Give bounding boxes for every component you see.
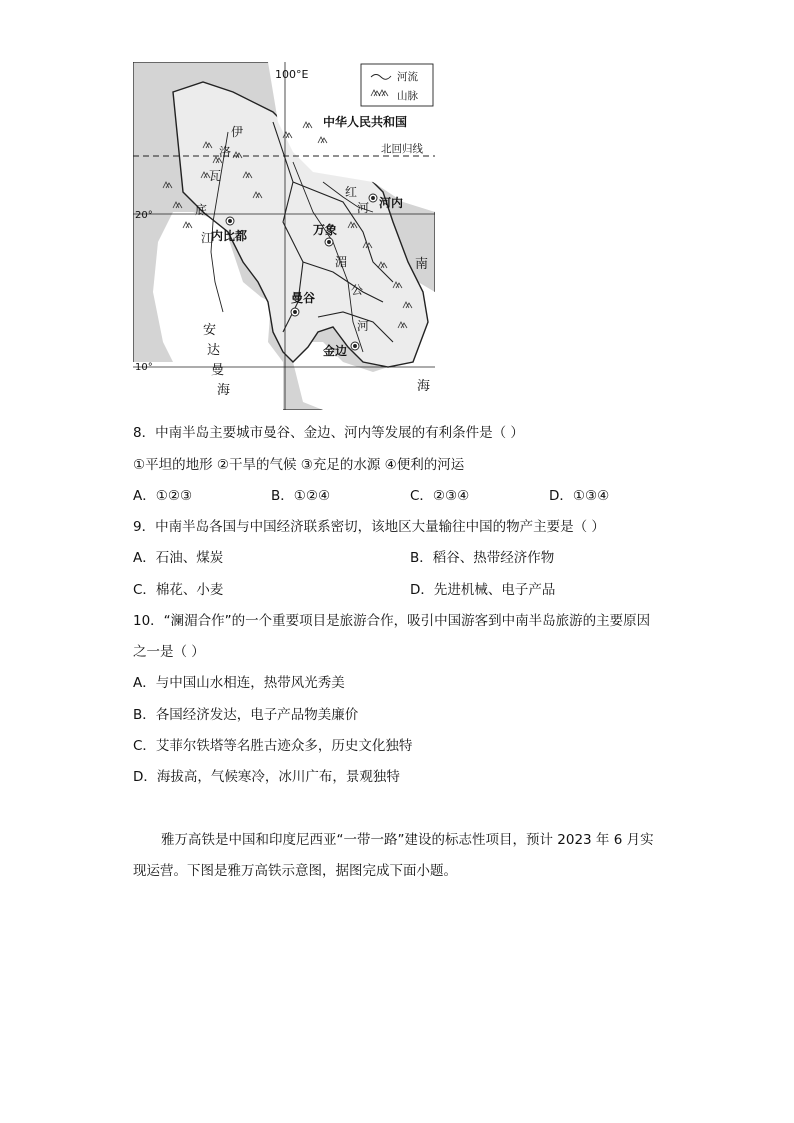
sea-char: 海: [217, 383, 231, 398]
legend-mountain-label: 山脉: [397, 90, 418, 102]
sea-char: 曼: [211, 363, 225, 378]
legend-river-label: 河流: [397, 71, 418, 83]
lat20-label: 20°: [135, 210, 153, 221]
river-char: 伊: [231, 125, 244, 139]
river-char: 河: [357, 201, 370, 215]
country-label: 中华人民共和国: [323, 115, 408, 129]
q10-option-c[interactable]: C．艾菲尔铁塔等名胜古迹众多，历史文化独特: [133, 738, 413, 754]
sea-char: 南: [415, 257, 429, 272]
indochina-map: [133, 62, 435, 410]
city-hanoi: 河内: [379, 196, 404, 210]
river-char: 底: [195, 203, 208, 217]
question-9-stem: 9．中南半岛各国与中国经济联系密切，该地区大量输往中国的物产主要是（ ）: [133, 519, 605, 535]
question-8-sub: ①平坦的地形 ②干旱的气候 ③充足的水源 ④便利的河运: [133, 457, 465, 473]
q10-option-a[interactable]: A．与中国山水相连，热带风光秀美: [133, 675, 345, 691]
city-naypyidaw: 内比都: [211, 229, 248, 243]
passage-line-2: 现运营。下图是雅万高铁示意图，据图完成下面小题。: [133, 863, 457, 879]
sea-char: 海: [417, 379, 431, 394]
city-phnompenh: 金边: [323, 344, 348, 358]
question-10-stem: 10．“澜湄合作”的一个重要项目是旅游合作，吸引中国游客到中南半岛旅游的主要原因: [133, 613, 651, 629]
q9-option-b[interactable]: B．稻谷、热带经济作物: [410, 550, 555, 566]
q10-option-b[interactable]: B．各国经济发达，电子产品物美廉价: [133, 707, 359, 723]
q8-option-d[interactable]: D．①③④: [549, 488, 610, 504]
q8-option-b[interactable]: B．①②④: [271, 488, 331, 504]
question-10-stem-cont: 之一是（ ）: [133, 644, 205, 660]
passage-line-1: 雅万高铁是中国和印度尼西亚“一带一路”建设的标志性项目，预计 2023 年 6 月实: [161, 832, 654, 848]
river-char: 洛: [219, 145, 232, 159]
city-vientiane: 万象: [313, 223, 338, 237]
q9-option-d[interactable]: D．先进机械、电子产品: [410, 582, 556, 598]
q10-option-d[interactable]: D．海拔高，气候寒冷，冰川广布，景观独特: [133, 769, 400, 785]
lon-label: 100°E: [275, 68, 309, 81]
question-8-stem: 8．中南半岛主要城市曼谷、金边、河内等发展的有利条件是（ ）: [133, 425, 524, 441]
tropic-label: 北回归线: [381, 143, 423, 155]
river-char: 江: [201, 231, 214, 245]
sea-char: 达: [207, 343, 221, 358]
q9-option-a[interactable]: A．石油、煤炭: [133, 550, 224, 566]
river-char: 河: [357, 319, 370, 333]
river-char: 湄: [335, 255, 348, 269]
q9-option-c[interactable]: C．棉花、小麦: [133, 582, 224, 598]
sea-char: 安: [203, 323, 217, 338]
lat10-label: 10°: [135, 362, 153, 373]
river-char: 红: [345, 185, 358, 199]
city-bangkok: 曼谷: [291, 291, 316, 305]
q8-option-a[interactable]: A．①②③: [133, 488, 193, 504]
river-char: 瓦: [209, 169, 222, 183]
q8-option-c[interactable]: C．②③④: [410, 488, 470, 504]
river-char: 公: [351, 283, 364, 297]
